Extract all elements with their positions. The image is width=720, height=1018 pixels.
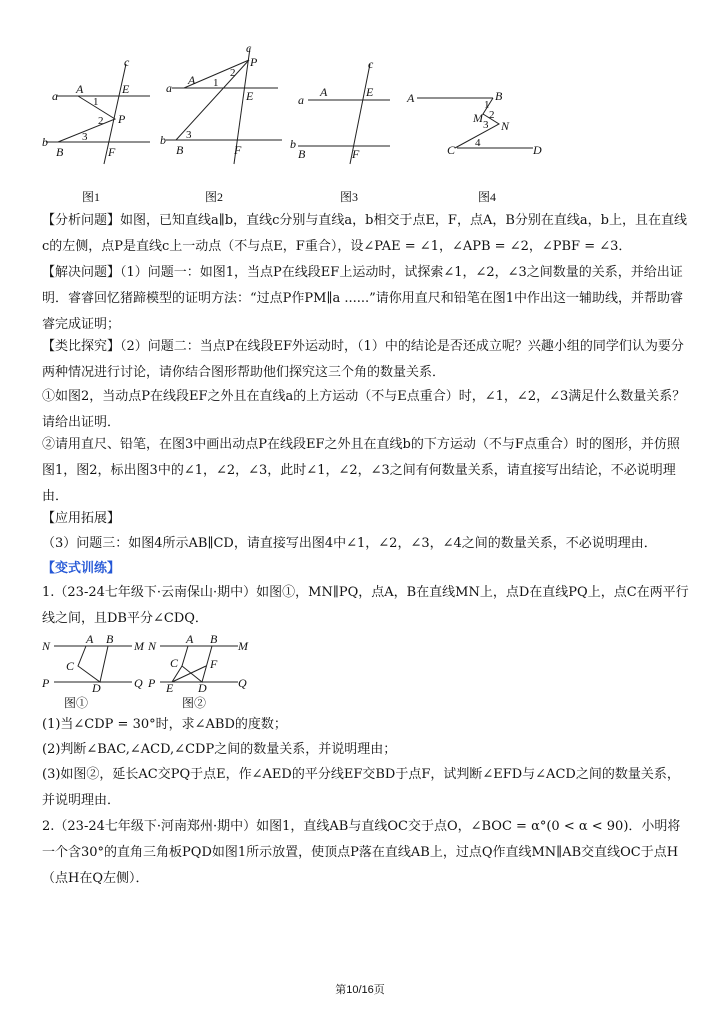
solve-text: （1）问题一：如图1，当点P在线段EF上运动时，试探索∠1，∠2，∠3之间数量的关系，并给出证明．睿睿回忆猪蹄模型的证明方法：“过点P作PM∥a ......”请你用直尺和铅笔在图1中作出这一辅助线，并帮助睿睿完成证明； xyxy=(42,265,684,332)
solve-heading: 【解决问题】 xyxy=(42,265,121,280)
apply-heading: 【应用拓展】 xyxy=(42,511,121,526)
svg-text:C: C xyxy=(447,143,456,157)
page-footer: 第10/16页 xyxy=(335,984,385,996)
analysis-text: 如图，已知直线a∥b，直线c分别与直线a，b相交于点E，F，点A，B分别在直线a，b上，且在直线c的左侧，点P是直线c上一动点（不与点E，F重合），设∠PAE = ∠1，∠APB = ∠2，∠PBF = ∠3． xyxy=(42,213,687,254)
svg-text:C: C xyxy=(66,659,75,673)
figure-1-caption: 图1 xyxy=(82,190,101,204)
figure-4 xyxy=(405,80,555,165)
svg-text:M: M xyxy=(473,111,483,125)
figure-1 xyxy=(38,56,158,166)
svg-text:F: F xyxy=(108,145,116,159)
question-2-text: 2.（23-24七年级下·河南郑州·期中）如图1，直线AB与直线OC交于点O，∠BOC = α°(0 < α < 90)．小明将一个含30°的直角三角板PQD如图1所示放置，使顶点P落在直线AB上，过点Q作直线MN∥AB交直线OC于点H（点H在Q左侧）． xyxy=(42,819,681,886)
svg-text:b: b xyxy=(160,133,166,147)
figure-3 xyxy=(290,56,400,166)
svg-text:F: F xyxy=(210,657,218,671)
svg-text:B: B xyxy=(298,147,306,161)
solve-paragraph xyxy=(42,260,692,338)
svg-text:4: 4 xyxy=(475,137,481,149)
svg-text:E: E xyxy=(366,85,374,99)
variant-heading: 【变式训练】 xyxy=(42,561,121,576)
svg-text:B: B xyxy=(495,89,503,103)
svg-text:A: A xyxy=(407,91,415,105)
svg-text:B: B xyxy=(210,632,218,646)
q1-figure-b-caption: 图② xyxy=(182,696,207,710)
q1-figure-a-caption: 图① xyxy=(64,696,89,710)
svg-text:B: B xyxy=(56,145,64,159)
svg-text:b: b xyxy=(290,137,296,151)
question-1-sub-2: (2)判断∠BAC,∠ACD,∠CDP之间的数量关系，并说明理由； xyxy=(42,742,397,757)
figure-2-caption: 图2 xyxy=(205,190,224,204)
q1-figure-a xyxy=(40,632,152,692)
svg-text:P: P xyxy=(42,676,50,690)
svg-text:1: 1 xyxy=(484,99,490,111)
svg-text:c: c xyxy=(246,42,252,55)
svg-text:2: 2 xyxy=(230,67,236,79)
svg-text:a: a xyxy=(52,89,58,103)
question-1-sub-1: (1)当∠CDP = 30°时，求∠ABD的度数； xyxy=(42,717,287,732)
svg-text:1: 1 xyxy=(93,96,99,108)
figure-3-caption: 图3 xyxy=(340,190,359,204)
svg-text:C: C xyxy=(170,656,179,670)
figure-2 xyxy=(158,42,283,167)
analog-paragraph xyxy=(42,334,692,386)
svg-text:F: F xyxy=(352,147,360,161)
svg-text:F: F xyxy=(234,143,242,157)
svg-text:A: A xyxy=(186,632,194,646)
svg-text:E: E xyxy=(166,681,174,692)
svg-text:M: M xyxy=(238,639,248,653)
svg-text:c: c xyxy=(368,57,374,71)
question-1-sub-3: (3)如图②，延长AC交PQ于点E，作∠AED的平分线EF交BD于点F，试判断∠EFD与∠ACD之间的数量关系，并说明理由． xyxy=(42,767,680,808)
q1-figure-b xyxy=(146,632,256,692)
svg-text:A: A xyxy=(76,82,84,96)
svg-text:D: D xyxy=(198,681,207,692)
svg-text:B: B xyxy=(106,632,114,646)
analog-case-2: ②请用直尺、铅笔，在图3中画出动点P在线段EF之外且在直线b的下方运动（不与F点重合）时的图形，并仿照图1，图2，标出图3中的∠1，∠2，∠3，此时∠1，∠2，∠3之间有何数量关系，请直接写出结论，不必说明理由． xyxy=(42,437,680,504)
svg-text:B: B xyxy=(176,143,184,157)
svg-text:P: P xyxy=(250,55,258,69)
svg-text:3: 3 xyxy=(186,129,192,141)
svg-text:A: A xyxy=(188,73,196,87)
svg-text:P: P xyxy=(118,112,126,126)
svg-text:N: N xyxy=(148,639,157,653)
analog-text: （2）问题二：当点P在线段EF外运动时，（1）中的结论是否还成立呢？兴趣小组的同学们认为要分两种情况进行讨论，请你结合图形帮助他们探究这三个角的数量关系． xyxy=(42,339,684,380)
svg-text:3: 3 xyxy=(483,119,489,131)
svg-text:Q: Q xyxy=(238,676,247,690)
svg-text:1: 1 xyxy=(213,77,219,89)
analog-case-1: ①如图2，当动点P在线段EF之外且在直线a的上方运动（不与E点重合）时，∠1，∠2，∠3满足什么数量关系？请给出证明． xyxy=(42,389,686,430)
svg-text:M: M xyxy=(134,639,144,653)
apply-text: （3）问题三：如图4所示AB∥CD，请直接写出图4中∠1，∠2，∠3，∠4之间的数量关系，不必说明理由． xyxy=(42,536,657,551)
svg-text:A: A xyxy=(320,85,328,99)
svg-text:D: D xyxy=(533,143,542,157)
analysis-heading: 【分析问题】 xyxy=(42,213,121,228)
svg-text:Q: Q xyxy=(134,676,143,690)
svg-text:b: b xyxy=(42,135,48,149)
svg-text:N: N xyxy=(501,119,510,133)
svg-text:2: 2 xyxy=(489,109,495,121)
question-1-intro: 1.（23-24七年级下·云南保山·期中）如图①，MN∥PQ，点A，B在直线MN上，点D在直线PQ上，点C在两平行线之间，且DB平分∠CDQ． xyxy=(42,585,689,626)
figure-4-caption: 图4 xyxy=(478,190,497,204)
analysis-paragraph xyxy=(42,208,692,260)
svg-text:c: c xyxy=(124,56,130,69)
svg-text:3: 3 xyxy=(82,131,88,143)
svg-text:N: N xyxy=(42,639,51,653)
svg-text:2: 2 xyxy=(98,115,104,127)
svg-text:E: E xyxy=(246,89,254,103)
svg-text:D: D xyxy=(92,681,101,692)
svg-text:a: a xyxy=(166,81,172,95)
svg-text:E: E xyxy=(122,82,130,96)
svg-text:P: P xyxy=(148,676,156,690)
analog-heading: 【类比探究】 xyxy=(42,339,121,354)
svg-text:a: a xyxy=(298,93,304,107)
svg-text:A: A xyxy=(86,632,94,646)
